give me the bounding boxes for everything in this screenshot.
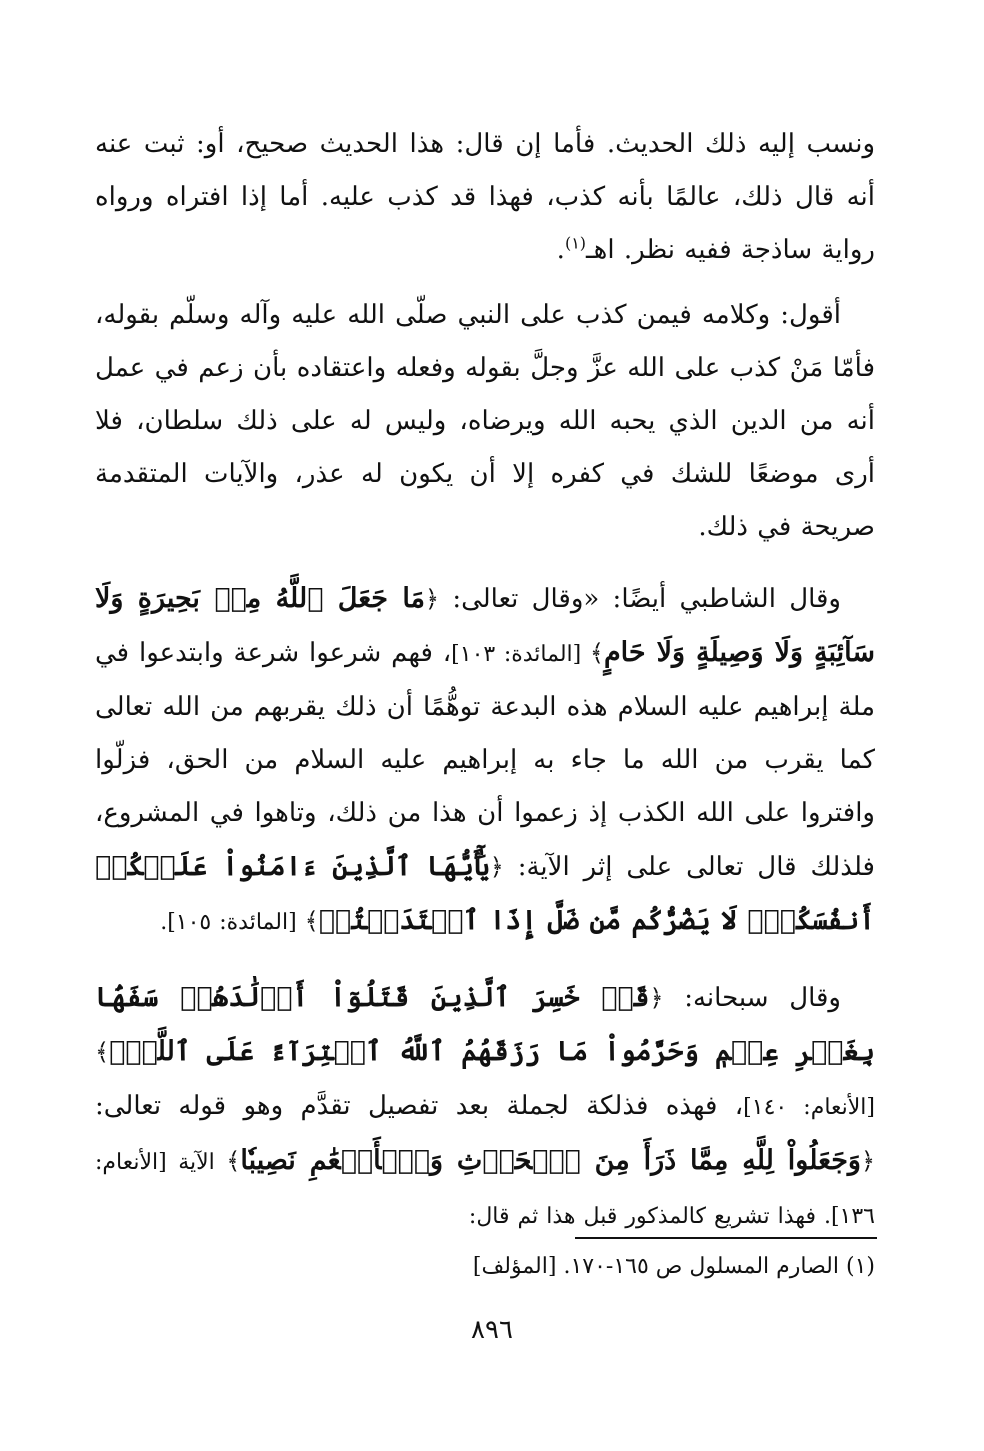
paragraph-1-text: ونسب إليه ذلك الحديث. فأما إن قال: هذا الحديث صحيح، أو: ثبت عنه أنه قال ذلك، عالمًا بأنه كذب، فهذا قد كذب عليه. أما إذا افتراه ورواه رواية ساذجة ففيه نظر. اهـ — [95, 129, 875, 265]
quran-verse: يَٰٓأَيُّهَا ٱلَّذِينَ ءَامَنُواْ عَلَيۡكُمۡ أَنفُسَكُمۡۖ لَا يَضُرُّكُم مَّن ضَلَّ إِذَا ٱهۡتَدَيۡتُمۡ — [95, 851, 875, 936]
paragraph-3-intro: وقال الشاطبي أيضًا: «وقال تعالى: — [439, 584, 841, 614]
footnote-divider — [575, 1237, 877, 1239]
quran-verse: مَا جَعَلَ ٱللَّهُ مِنۢ بَحِيرَةٍ وَلَا سَآئِبَةٍ وَلَا وَصِيلَةٍ وَلَا حَامٍ — [95, 583, 876, 668]
paragraph-4 — [95, 971, 875, 1243]
paragraph-1 — [95, 118, 875, 277]
paragraph-2 — [95, 289, 875, 554]
paragraph-1-end: . — [556, 235, 565, 265]
verse-reference: [المائدة: ١٠٥]. — [160, 910, 305, 935]
quran-ornament-open: ﴿ — [860, 1147, 876, 1175]
paragraph-4-intro: وقال سبحانه: — [663, 983, 841, 1013]
quran-ornament-close: ﴾ — [304, 907, 319, 935]
footnote-marker[interactable]: (١) — [564, 233, 587, 253]
verse-reference: [الأنعام: ١٤٠] — [743, 1095, 875, 1120]
quran-ornament-open: ﴿ — [489, 853, 504, 881]
page-number: ٨٩٦ — [471, 1315, 513, 1345]
paragraph-3 — [95, 572, 875, 949]
quran-ornament-close: ﴾ — [226, 1147, 241, 1175]
quran-verse: قَدۡ خَسِرَ ٱلَّذِينَ قَتَلُوٓاْ أَوۡلَٰدَهُمۡ سَفَهَۢا بِغَيۡرِ عِلۡمٖ وَحَرَّمُواْ مَا رَزَقَهُمُ ٱللَّهُ ٱفۡتِرَآءً عَلَى ٱللَّهِۚ — [95, 982, 875, 1067]
quran-ornament-close: ﴾ — [95, 1038, 110, 1066]
quran-verse: وَجَعَلُواْ لِلَّهِ مِمَّا ذَرَأَ مِنَ ٱلۡحَرۡثِ وَٱلۡأَنۡعَٰمِ نَصِيبٗا — [240, 1145, 861, 1176]
page-body — [95, 118, 875, 1243]
quran-ornament-close: ﴾ — [589, 639, 604, 667]
paragraph-4-text: ، فهذه فذلكة لجملة بعد تفصيل تقدَّم وهو قوله تعالى: — [95, 1091, 744, 1121]
footnote: (١) الصارم المسلول ص ١٦٥-١٧٠. [المؤلف] — [472, 1254, 875, 1279]
quran-ornament-open: ﴿ — [649, 984, 664, 1012]
paragraph-2-text: أقول: وكلامه فيمن كذب على النبي صلّى الله عليه وآله وسلّم بقوله، فأمّا مَنْ كذب على الله عزَّ وجلَّ بقوله وفعله واعتقاده بأن زعم في عمل أنه من الدين الذي يحبه الله ويرضاه، وليس له على ذلك سلطان، فلا أرى موضعًا للشك في كفره إلا أن يكون له عذر، والآيات المتقدمة صريحة في ذلك. — [95, 300, 875, 542]
verse-reference: [المائدة: ١٠٣] — [451, 642, 590, 667]
quran-ornament-open: ﴿ — [425, 585, 440, 613]
paragraph-3-text: ، فهم شرعوا شرعة وابتدعوا في ملة إبراهيم عليه السلام هذه البدعة توهُّمًا أن ذلك يقربهم من الله تعالى كما يقرب من الله ما جاء به إبراهيم عليه السلام من الحق، فزلّوا وافتروا على الله الكذب إذ زعموا أن هذا من ذلك، وتاهوا في المشروع، فلذلك قال تعالى على إثر الآية: — [95, 638, 875, 882]
verse-reference: الآية [الأنعام: ١٣٦]. فهذا تشريع كالمذكور قبل هذا ثم قال: — [95, 1150, 875, 1229]
